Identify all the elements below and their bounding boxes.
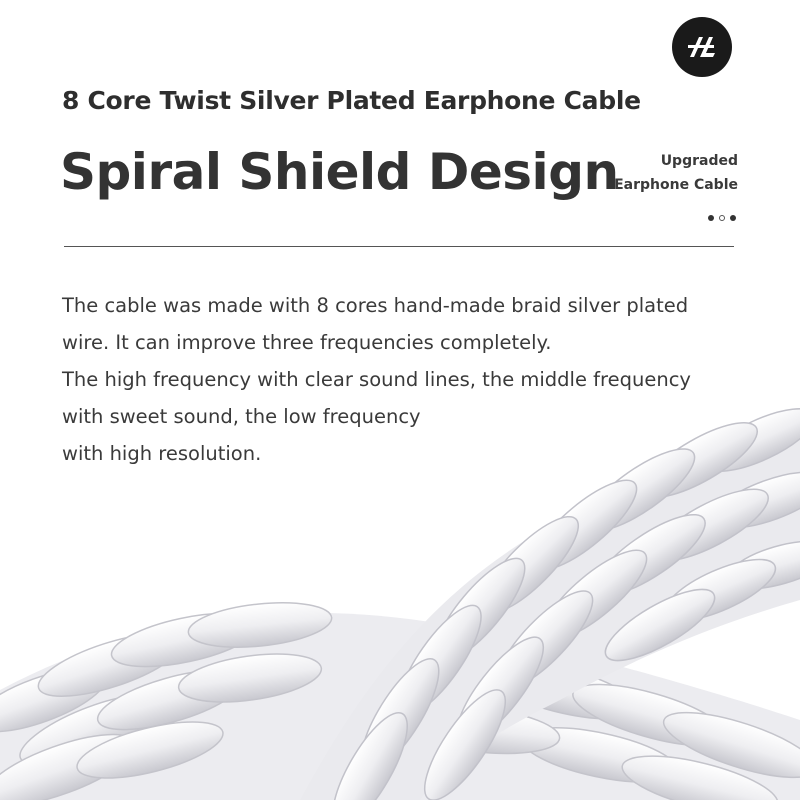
page-title: Spiral Shield Design <box>60 143 619 201</box>
description-line: The cable was made with 8 cores hand-made braid silver plated <box>62 294 689 317</box>
description-line: wire. It can improve three frequencies completely. <box>62 331 552 354</box>
description-line: with high resolution. <box>62 442 262 465</box>
description-line: with sweet sound, the low frequency <box>62 405 421 428</box>
tag-line-1: Upgraded <box>660 153 738 169</box>
product-subtitle: 8 Core Twist Silver Plated Earphone Cable <box>62 86 641 115</box>
tag-line-2: Earphone Cable <box>614 177 738 193</box>
description-text <box>62 287 762 472</box>
description-line: The high frequency with clear sound lines, the middle frequency <box>62 368 691 391</box>
